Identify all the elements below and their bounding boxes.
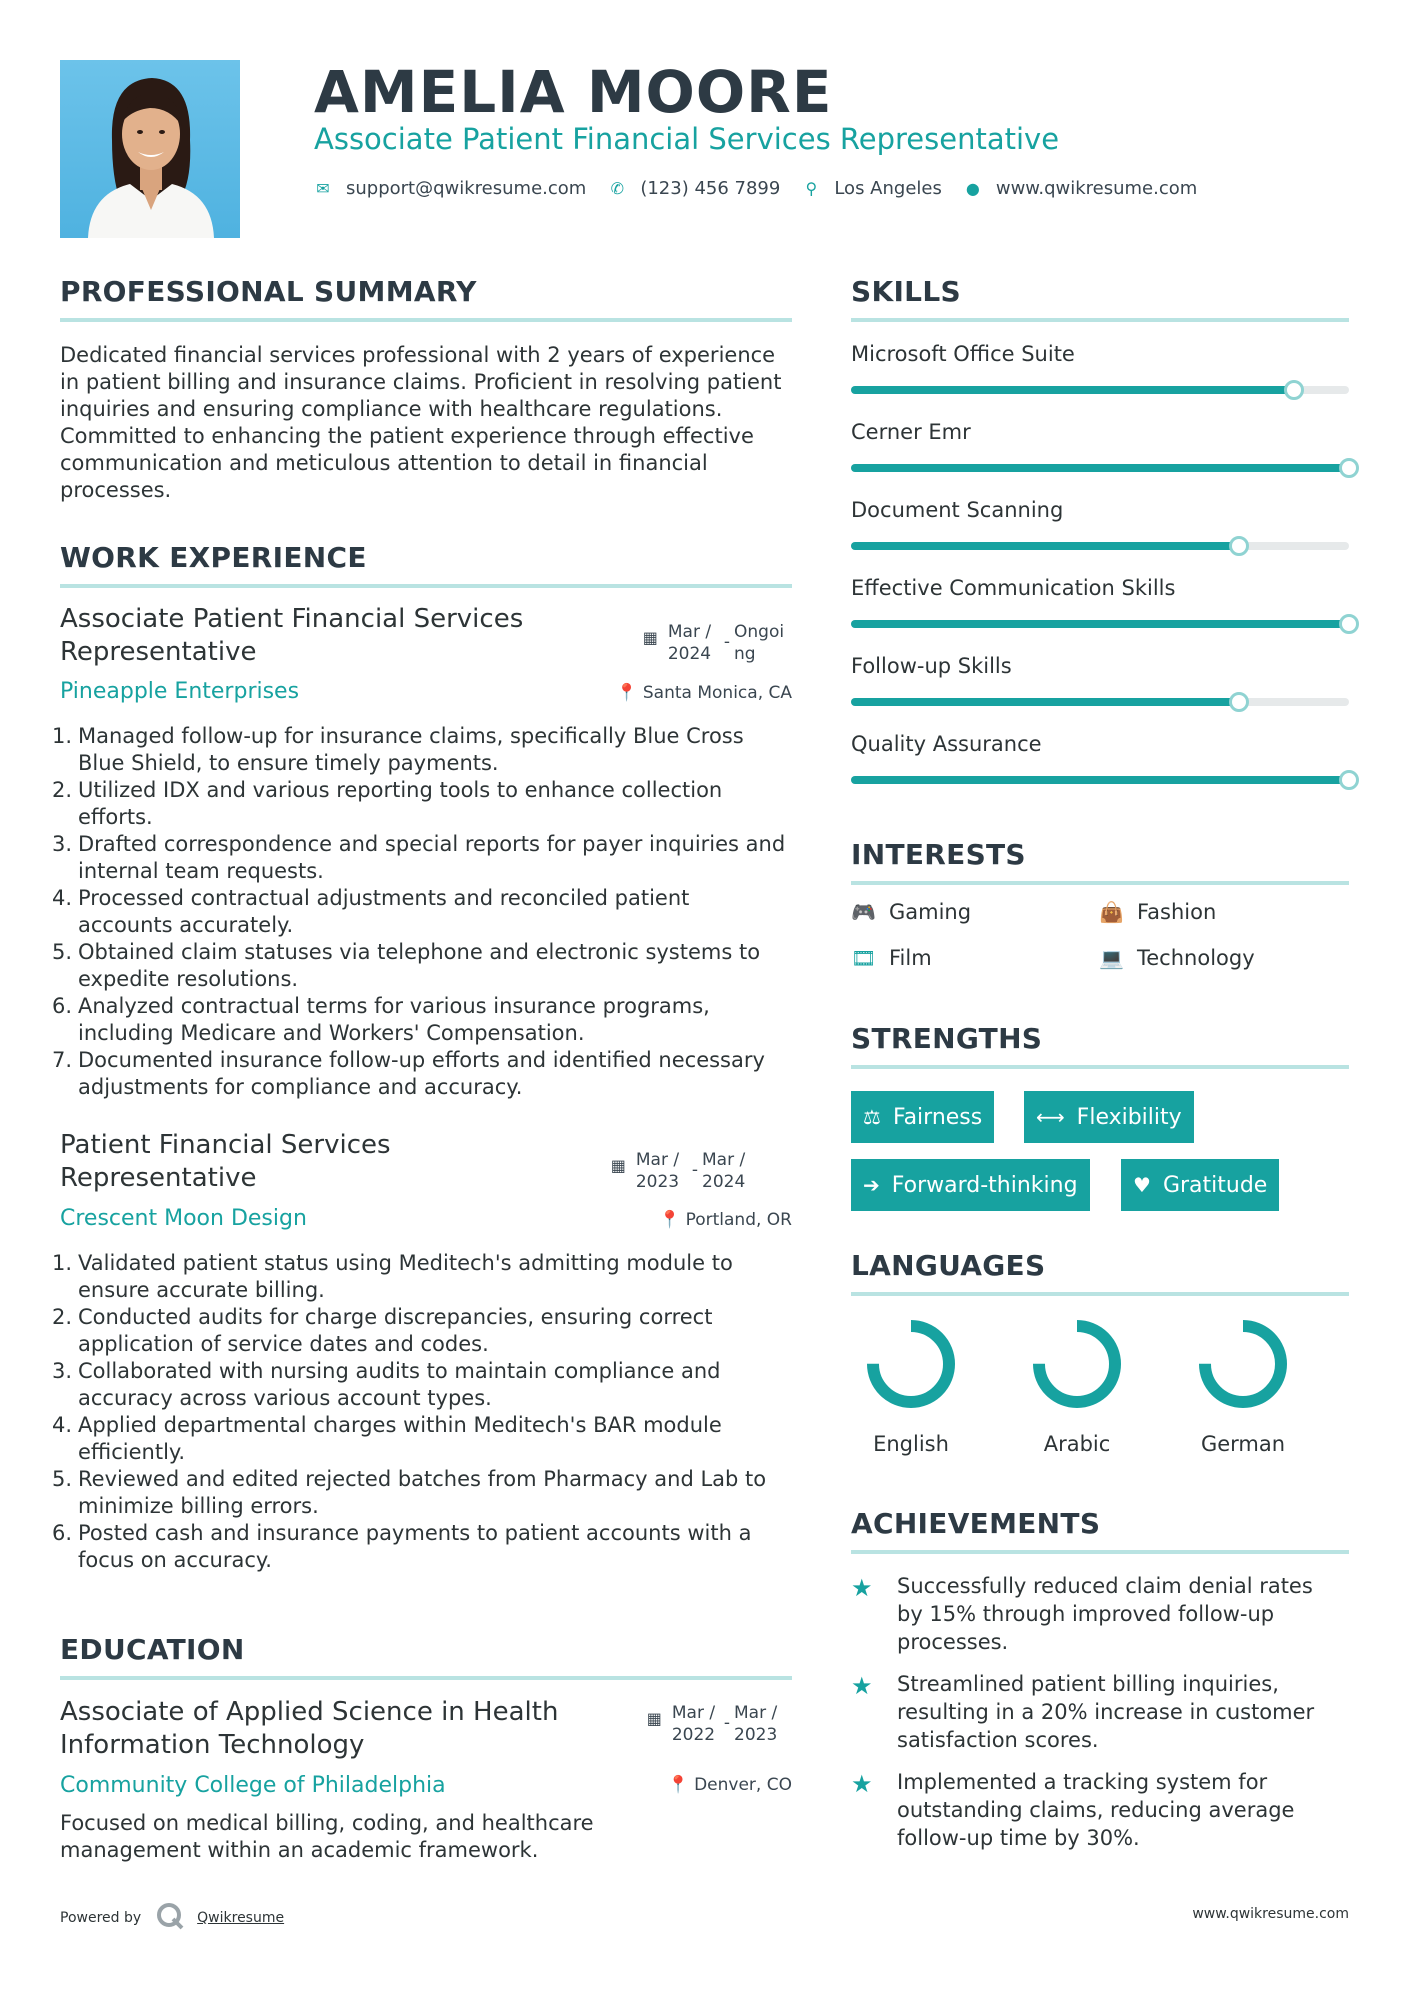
language-ring-arc — [873, 1326, 949, 1402]
skill-bar — [851, 464, 1349, 472]
contact-phone[interactable] — [608, 178, 780, 199]
experience-section — [60, 541, 792, 588]
language-ring — [865, 1318, 957, 1410]
heart-icon: ♥ — [1133, 1173, 1151, 1197]
strength-chip: ⟷ Flexibility — [1024, 1091, 1194, 1143]
profile-photo — [60, 60, 240, 238]
interests-list — [851, 900, 1349, 990]
phone-icon: ✆ — [610, 179, 625, 198]
skill-knob — [1229, 692, 1249, 712]
skill-bar — [851, 698, 1349, 706]
pin-icon: 📍 — [616, 683, 638, 703]
degree-title: Associate of Applied Science in Health Information Technology — [60, 1697, 559, 1760]
map-pin-icon: ⚲ — [805, 179, 818, 198]
company-name: Crescent Moon Design — [60, 1206, 307, 1231]
powered-by: Powered by Qwikresume — [60, 1901, 284, 1935]
strength-chip: ➔ Forward-thinking — [851, 1159, 1090, 1211]
arrows-horizontal-icon: ⟷ — [1036, 1105, 1065, 1129]
section-divider — [851, 881, 1349, 885]
strength-chip: ⚖ Fairness — [851, 1091, 994, 1143]
job-location: 📍 Santa Monica, CA — [616, 683, 792, 703]
interest-item: 🎮 Gaming — [851, 900, 972, 924]
section-divider — [851, 318, 1349, 322]
job-dates: ▦ Mar / 2024 - Ongoi ng — [643, 621, 792, 665]
job-end: Mar / 2024 — [702, 1150, 746, 1192]
bullet-item: 3. Collaborated with nursing audits to maintain compliance and accuracy across various account types. — [52, 1359, 721, 1410]
envelope-icon: ✉ — [316, 179, 330, 198]
skill-item — [851, 420, 1349, 498]
job-bullets — [52, 1250, 790, 1574]
interest-item: 👜 Fashion — [1099, 900, 1217, 924]
school-name: Community College of Philadelphia — [60, 1773, 446, 1798]
star-icon: ★ — [851, 1672, 873, 1700]
company-name: Pineapple Enterprises — [60, 679, 300, 704]
calendar-icon: ▦ — [642, 628, 658, 647]
language-ring — [1031, 1318, 1123, 1410]
skill-bar — [851, 620, 1349, 628]
summary-section — [60, 275, 792, 504]
strength-chip: ♥ Gratitude — [1121, 1159, 1279, 1211]
skills-section — [851, 275, 1349, 322]
calendar-icon: ▦ — [646, 1709, 662, 1728]
languages-heading: LANGUAGES — [851, 1249, 1046, 1282]
footer-website[interactable]: www.qwikresume.com — [1192, 1906, 1349, 1922]
language-item — [1017, 1318, 1137, 1456]
section-divider — [851, 1550, 1349, 1554]
job-dates: ▦ Mar / 2023 - Mar / 2024 — [611, 1149, 754, 1193]
phone-text: (123) 456 7899 — [640, 178, 781, 199]
bullet-item: 4. Processed contractual adjustments and reconciled patient accounts accurately. — [52, 886, 690, 937]
achievement-item: ★ Successfully reduced claim denial rates by 15% through improved follow-up processes. — [851, 1574, 1313, 1654]
section-divider — [60, 584, 792, 588]
job-meta — [60, 1206, 792, 1231]
skill-item — [851, 498, 1349, 576]
job-meta — [60, 679, 792, 704]
languages-list — [851, 1318, 1349, 1468]
experience-heading: WORK EXPERIENCE — [60, 541, 367, 574]
bullet-item: 1. Validated patient status using Meditech's admitting module to ensure accurate billing. — [52, 1251, 733, 1302]
skill-knob — [1339, 614, 1359, 634]
strengths-section — [851, 1022, 1349, 1069]
achievement-item: ★ Streamlined patient billing inquiries, resulting in a 20% increase in customer satisfaction scores. — [851, 1672, 1315, 1752]
job-location: 📍 Portland, OR — [659, 1210, 792, 1230]
skill-knob — [1284, 380, 1304, 400]
strengths-chips — [851, 1091, 1349, 1211]
education-meta — [60, 1773, 792, 1798]
contact-bar — [314, 178, 1219, 199]
bullet-item: 2. Utilized IDX and various reporting tools to enhance collection efforts. — [52, 778, 723, 829]
skill-bar — [851, 776, 1349, 784]
job-start: Mar / 2023 — [635, 1150, 680, 1192]
qwikresume-logo-icon — [155, 1901, 185, 1935]
bullet-item: 2. Conducted audits for charge discrepancies, ensuring correct application of service dates and codes. — [52, 1305, 713, 1356]
skill-bar-fill — [851, 386, 1294, 394]
skill-label: Cerner Emr — [851, 420, 971, 444]
interest-item: 🎞 Film — [851, 946, 932, 970]
summary-heading: PROFESSIONAL SUMMARY — [60, 275, 477, 308]
section-divider — [851, 1065, 1349, 1069]
shopping-bag-icon: 👜 — [1099, 900, 1124, 924]
summary-text: Dedicated financial services professional with 2 years of experience in patient billing and insurance claims. Proficient in resolving patient inquiries and ensuring compliance with healthcare regulations. Committed to enhancing the patient experience through effective communication and meticulous attention to detail in financial processes. — [60, 343, 782, 502]
education-entry — [60, 1696, 792, 1760]
skill-bar-fill — [851, 620, 1349, 628]
skill-label: Document Scanning — [851, 498, 1064, 522]
job-start: Mar / 2024 — [667, 622, 712, 664]
achievement-item: ★ Implemented a tracking system for outstanding claims, reducing average follow-up time by 30%. — [851, 1770, 1295, 1850]
gamepad-icon: 🎮 — [851, 900, 876, 924]
interests-heading: INTERESTS — [851, 838, 1026, 871]
language-ring — [1197, 1318, 1289, 1410]
skill-knob — [1339, 770, 1359, 790]
job-end: Ongoi ng — [734, 622, 785, 664]
edu-start: Mar / 2022 — [671, 1703, 716, 1745]
candidate-title: Associate Patient Financial Services Representative — [314, 122, 1060, 156]
skill-bar-fill — [851, 464, 1349, 472]
interests-section — [851, 838, 1349, 885]
language-label: Arabic — [1043, 1432, 1111, 1456]
education-dates: ▦ Mar / 2022 - Mar / 2023 — [647, 1702, 782, 1746]
language-label: German — [1200, 1432, 1286, 1456]
languages-section — [851, 1249, 1349, 1296]
job-title: Patient Financial Services Representative — [60, 1130, 391, 1193]
skill-label: Quality Assurance — [851, 732, 1042, 756]
bullet-item: 3. Drafted correspondence and special reports for payer inquiries and internal team requests. — [52, 832, 786, 883]
skill-label: Effective Communication Skills — [851, 576, 1176, 600]
education-section — [60, 1633, 792, 1680]
laptop-icon: 💻 — [1099, 946, 1124, 970]
skill-bar — [851, 542, 1349, 550]
skill-knob — [1339, 458, 1359, 478]
email-text: support@qwikresume.com — [346, 178, 587, 199]
qwikresume-link[interactable]: Qwikresume — [197, 1910, 285, 1926]
bullet-item: 6. Analyzed contractual terms for various insurance programs, including Medicare and Workers' Compensation. — [52, 994, 710, 1045]
language-item — [851, 1318, 971, 1456]
job-bullets — [52, 723, 790, 1101]
bullet-item: 4. Applied departmental charges within Meditech's BAR module efficiently. — [52, 1413, 722, 1464]
skill-bar-fill — [851, 698, 1239, 706]
language-label: English — [873, 1432, 949, 1456]
arrow-right-icon: ➔ — [863, 1173, 880, 1197]
section-divider — [60, 1676, 792, 1680]
bullet-item: 7. Documented insurance follow-up efforts and identified necessary adjustments for compliance and accuracy. — [52, 1048, 765, 1099]
education-location: 📍 Denver, CO — [667, 1775, 792, 1795]
balance-scale-icon: ⚖ — [863, 1105, 881, 1129]
education-description: Focused on medical billing, coding, and healthcare management within an academic framework. — [60, 1811, 594, 1862]
language-ring-arc — [1205, 1326, 1281, 1402]
bullet-item: 1. Managed follow-up for insurance claims, specifically Blue Cross Blue Shield, to ensure timely payments. — [52, 724, 744, 775]
skill-bar — [851, 386, 1349, 394]
location-text: Los Angeles — [834, 178, 942, 199]
skill-item — [851, 342, 1349, 420]
contact-website[interactable] — [964, 178, 1197, 199]
skill-label: Microsoft Office Suite — [851, 342, 1075, 366]
job-title: Associate Patient Financial Services Representative — [60, 604, 524, 667]
achievements-heading: ACHIEVEMENTS — [851, 1507, 1101, 1540]
pin-icon: 📍 — [659, 1210, 681, 1230]
section-divider — [60, 318, 792, 322]
website-text: www.qwikresume.com — [995, 178, 1198, 199]
education-heading: EDUCATION — [60, 1633, 245, 1666]
candidate-name: AMELIA MOORE — [314, 58, 833, 126]
bullet-item: 5. Obtained claim statuses via telephone and electronic systems to expedite resolutions. — [52, 940, 761, 991]
achievements-section — [851, 1507, 1349, 1554]
job-entry — [60, 1129, 792, 1193]
skill-label: Follow-up Skills — [851, 654, 1012, 678]
skills-list — [851, 342, 1349, 810]
star-icon: ★ — [851, 1770, 873, 1798]
contact-location — [802, 178, 942, 199]
skill-bar-fill — [851, 776, 1349, 784]
skill-bar-fill — [851, 542, 1239, 550]
language-ring-arc — [1039, 1326, 1115, 1402]
strengths-heading: STRENGTHS — [851, 1022, 1043, 1055]
skill-item — [851, 732, 1349, 810]
skill-knob — [1229, 536, 1249, 556]
bullet-item: 6. Posted cash and insurance payments to patient accounts with a focus on accuracy. — [52, 1521, 752, 1572]
language-item — [1183, 1318, 1303, 1456]
calendar-icon: ▦ — [610, 1156, 626, 1175]
pin-icon: 📍 — [667, 1775, 689, 1795]
section-divider — [851, 1292, 1349, 1296]
globe-icon: ● — [965, 179, 980, 198]
job-entry — [60, 603, 792, 667]
bullet-item: 5. Reviewed and edited rejected batches from Pharmacy and Lab to minimize billing errors. — [52, 1467, 767, 1518]
interest-item: 💻 Technology — [1099, 946, 1255, 970]
star-icon: ★ — [851, 1574, 873, 1602]
skills-heading: SKILLS — [851, 275, 961, 308]
contact-email[interactable] — [314, 178, 586, 199]
achievements-list — [851, 1572, 1349, 1862]
skill-item — [851, 576, 1349, 654]
skill-item — [851, 654, 1349, 732]
film-icon: 🎞 — [851, 946, 877, 970]
edu-end: Mar / 2023 — [734, 1703, 778, 1745]
